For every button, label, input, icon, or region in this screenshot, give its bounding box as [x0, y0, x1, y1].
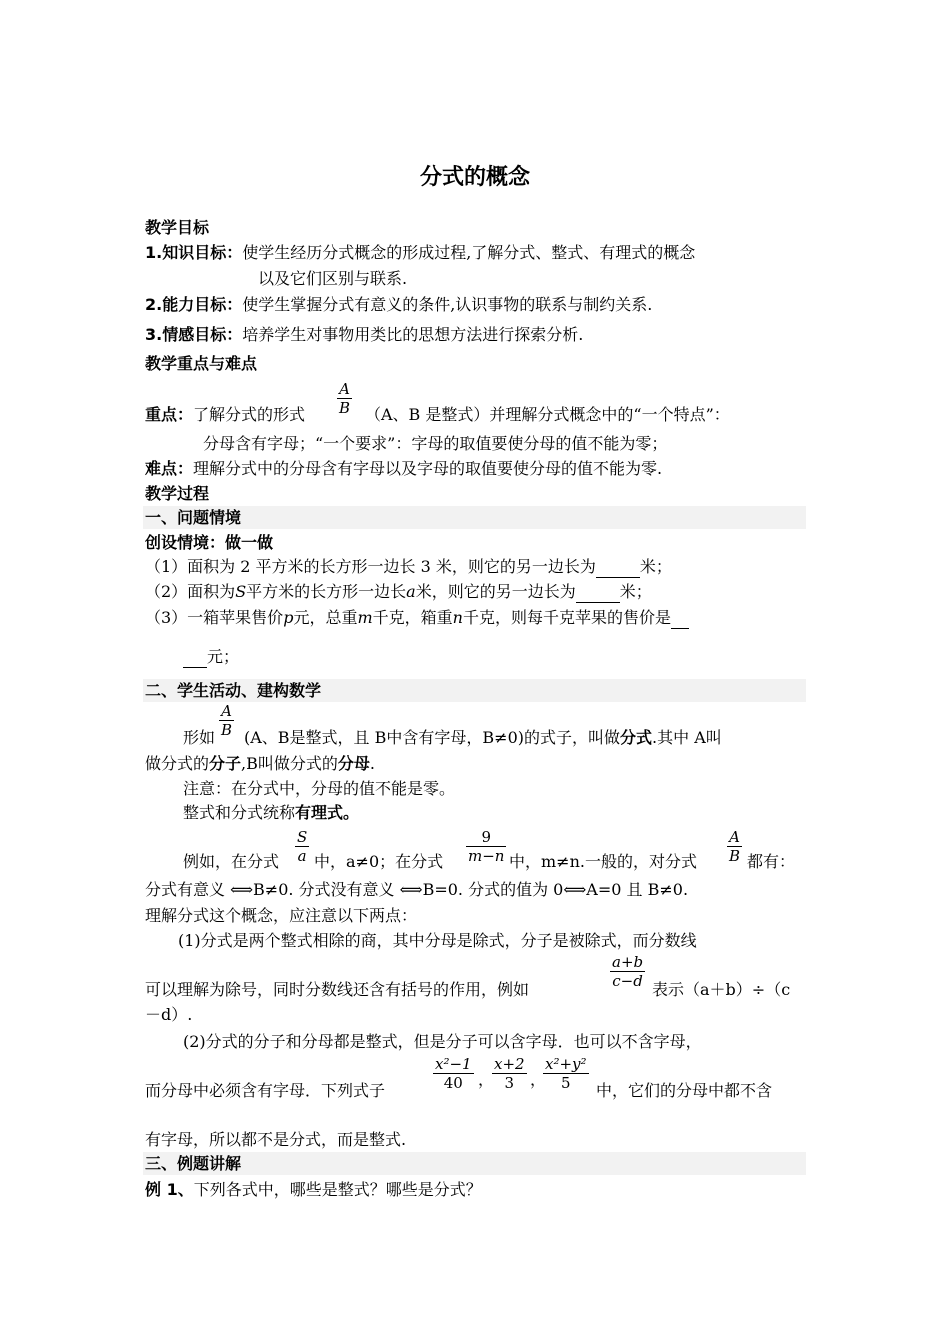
q3-blank-cont: [183, 647, 207, 668]
def-term-fraction: 分式: [620, 728, 653, 747]
difficulty-line: [145, 459, 662, 479]
example-mid-2: 中，m≠n.一般的，对分式: [509, 852, 697, 871]
note-line: 注意：在分式中，分母的值不能是零。: [183, 779, 456, 798]
p2-f3-den: 5: [560, 1074, 571, 1092]
example-fraction-2: [466, 828, 506, 865]
definition-pre: 形如: [183, 728, 216, 747]
point-2-line-1: (2)分式的分子和分母都是整式，但是分子可以含字母．也可以不含字母，: [183, 1032, 702, 1051]
section-1-heading: 一、问题情境: [145, 508, 242, 527]
goal-3-label: 3.情感目标：: [145, 325, 243, 344]
def2-mid: ,B叫做分式的: [241, 754, 338, 773]
rational-line: [183, 803, 359, 823]
q2-var-s: S: [235, 582, 247, 601]
def-term-numerator: 分子: [209, 754, 242, 773]
goal-2: [145, 295, 652, 315]
p2-f2-den: 3: [504, 1074, 515, 1092]
key-heading: 教学重点与难点: [145, 354, 258, 373]
section-band-3: [143, 1152, 806, 1175]
ex-f3-num: A: [729, 828, 740, 846]
example-1-line: [145, 1180, 482, 1200]
definition-line: [244, 728, 722, 748]
def-post: .其中 A叫: [652, 728, 722, 747]
q3-blank: [671, 608, 689, 629]
q3-post: 千克，则每千克苹果的售价是: [462, 608, 671, 627]
def-mid: (A、B是整式，且 B中含有字母，B≠0)的式子，叫做: [244, 728, 620, 747]
ex-f2-den: m−n: [468, 847, 505, 865]
goal-3: [145, 325, 583, 345]
q2-post: 米，则它的另一边长为: [415, 582, 576, 601]
q1-unit: 米；: [639, 557, 672, 576]
goal-3-text: 培养学生对事物用类比的思想方法进行探索分析.: [242, 325, 584, 344]
p2-f1-num: x²−1: [435, 1055, 472, 1073]
focus-label: 重点：: [145, 405, 194, 424]
p1-frac-num: a+b: [612, 953, 644, 971]
q2-pre: （2）面积为: [145, 582, 236, 601]
point-1-line-3: －d）.: [145, 1005, 193, 1024]
example-fraction-1: [295, 828, 309, 865]
point-2-line-2: 而分母中必须含有字母．下列式子: [145, 1081, 386, 1100]
example-1-text: 下列各式中，哪些是整式？哪些是分式？: [193, 1180, 482, 1199]
definition-fraction: [219, 702, 234, 739]
goals-heading: 教学目标: [145, 218, 210, 237]
focus-fraction: [337, 380, 352, 417]
focus-pre: 了解分式的形式: [193, 405, 306, 424]
example-post: 都有：: [747, 852, 796, 871]
focus-line: [145, 405, 305, 425]
condition-line: 分式有意义 ⟺B≠0. 分式没有意义 ⟺B=0. 分式的值为 0⟺A=0 且 B≠0.: [145, 880, 689, 899]
q3-mid1: 元，总重: [293, 608, 358, 627]
p1-frac-den: c−d: [612, 972, 643, 990]
p2-f3-num: x²+y²: [545, 1055, 587, 1073]
ex-f1-num: S: [297, 828, 308, 846]
q2-unit: 米；: [619, 582, 652, 601]
question-3-cont: [183, 647, 239, 668]
definition-line-2: [145, 754, 375, 774]
point-1-line-2: 可以理解为除号，同时分数线还含有括号的作用，例如: [145, 980, 530, 999]
point-1-fraction: [610, 953, 645, 990]
example-1-label: 例 1、: [145, 1180, 194, 1199]
point-2-fraction-2: [492, 1055, 527, 1092]
goal-1: [145, 243, 695, 263]
point-2-separator-1: ，: [478, 1070, 495, 1089]
ex-f3-den: B: [729, 847, 741, 865]
question-2: [145, 582, 652, 603]
def-frac-num: A: [221, 702, 232, 720]
point-2-line-2-post: 中，它们的分母中都不含: [596, 1081, 773, 1100]
focus-post: （A、B 是整式）并理解分式概念中的“一个特点”：: [365, 405, 730, 424]
ex-f2-num: 9: [481, 828, 491, 846]
q2-blank: [576, 582, 620, 603]
section-2-heading: 二、学生活动、建构数学: [145, 681, 322, 700]
q2-mid: 平方米的长方形一边长: [246, 582, 407, 601]
def2-post: .: [369, 754, 375, 773]
p2-f2-num: x+2: [494, 1055, 525, 1073]
section-3-heading: 三、例题讲解: [145, 1154, 242, 1173]
p2-f1-den: 40: [443, 1074, 463, 1092]
understand-line: 理解分式这个概念，应注意以下两点：: [145, 906, 418, 925]
q3-var-m: m: [357, 608, 373, 627]
goal-1-text: 使学生经历分式概念的形成过程,了解分式、整式、有理式的概念: [242, 243, 696, 262]
scene-heading: 创设情境：做一做: [145, 533, 274, 552]
def-frac-den: B: [221, 721, 233, 739]
goal-2-label: 2.能力目标：: [145, 295, 243, 314]
goal-1-label: 1.知识目标：: [145, 243, 243, 262]
q3-var-p: p: [283, 608, 294, 627]
q1-blank: [596, 557, 640, 578]
example-fraction-3: [727, 828, 742, 865]
section-band-1: [143, 506, 806, 529]
rational-pre: 整式和分式统称: [183, 803, 296, 822]
difficulty-label: 难点：: [145, 459, 194, 478]
point-1-line-2-post: 表示（a＋b）÷（c: [652, 980, 791, 999]
process-heading: 教学过程: [145, 484, 210, 503]
point-2-fraction-1: [433, 1055, 474, 1092]
focus-frac-num: A: [339, 380, 350, 398]
q3-pre: （3）一箱苹果售价: [145, 608, 284, 627]
def-term-denominator: 分母: [337, 754, 370, 773]
example-mid-1: 中，a≠0；在分式: [314, 852, 444, 871]
q1-text: （1）面积为 2 平方米的长方形一边长 3 米，则它的另一边长为: [145, 557, 596, 576]
rational-term: 有理式。: [295, 803, 360, 822]
question-1: [145, 557, 672, 578]
q3-unit: 元；: [207, 647, 240, 666]
focus-frac-den: B: [339, 399, 351, 417]
point-2-fraction-3: [543, 1055, 589, 1092]
focus-line-2: 分母含有字母；“一个要求”：字母的取值要使分母的值不能为零；: [203, 434, 668, 453]
ex-f1-den: a: [297, 847, 307, 865]
goal-2-text: 使学生掌握分式有意义的条件,认识事物的联系与制约关系.: [242, 295, 653, 314]
goal-1-text-cont: 以及它们区别与联系.: [258, 269, 408, 288]
question-3: [145, 608, 689, 629]
page-title: 分式的概念: [419, 165, 530, 190]
point-1-line-1: (1)分式是两个整式相除的商，其中分母是除式，分子是被除式，而分数线: [178, 931, 697, 950]
q3-var-n: n: [452, 608, 463, 627]
def2-pre: 做分式的: [145, 754, 210, 773]
difficulty-text: 理解分式中的分母含有字母以及字母的取值要使分母的值不能为零.: [193, 459, 663, 478]
point-2-separator-2: ，: [530, 1070, 547, 1089]
q2-var-a: a: [406, 582, 416, 601]
point-2-line-3: 有字母，所以都不是分式，而是整式.: [145, 1130, 407, 1149]
example-pre: 例如，在分式: [183, 852, 280, 871]
q3-mid2: 千克，箱重: [372, 608, 453, 627]
